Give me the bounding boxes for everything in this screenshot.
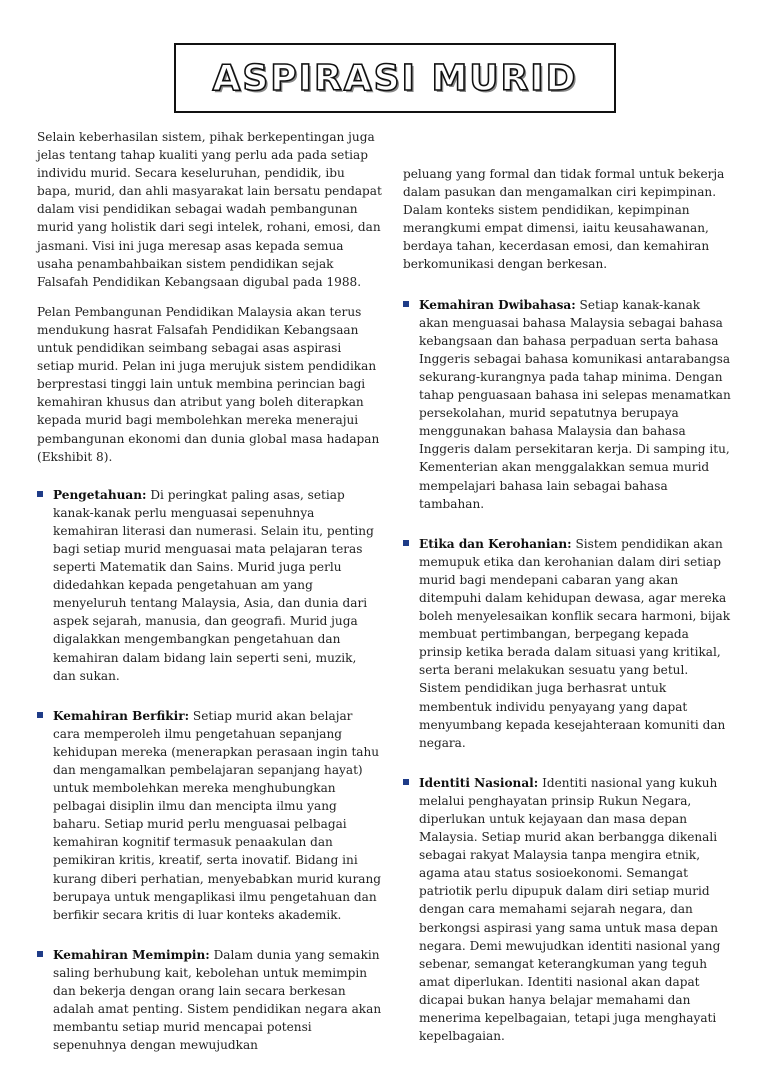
right-column: [403, 165, 733, 1067]
intro-paragraph: Selain keberhasilan sistem, pihak berkepentingan juga jelas tentang tahap kualiti yang perlu ada pada setiap individu murid. Secara keseluruhan, pendidik, ibu bapa, murid, dan ahli masyarakat lain bersatu pendapat dalam visi pendidikan sebagai wadah pembangunan murid yang holistik dari segi intelek, rohani, emosi, dan jasmani. Visi ini juga meresap asas kepada semua usaha penambahbaikan sistem pendidikan sejak Falsafah Pendidikan Kebangsaan digubal pada 1988.: [37, 130, 382, 289]
left-column: [37, 128, 382, 1076]
intro-paragraph: Pelan Pembangunan Pendidikan Malaysia akan terus mendukung hasrat Falsafah Pendidikan Kebangsaan untuk pendidikan seimbang sebagai asas aspirasi setiap murid. Pelan ini juga merujuk sistem pendidikan berprestasi tinggi lain untuk membina perincian bagi kemahiran khusus dan atribut yang boleh diterapkan kepada murid bagi membolehkan mereka menerajui pembangunan ekonomi dan dunia global masa hadapan (Ekshibit 8).: [37, 304, 380, 464]
item-text: Di peringkat paling asas, setiap kanak-kanak perlu menguasai sepenuhnya kemahiran literasi dan numerasi. Selain itu, penting bagi setiap murid menguasai mata pelajaran teras seperti Matematik dan Sains. Murid juga perlu didedahkan kepada pengetahuan am yang menyeluruh tentang Malaysia, Asia, dan dunia dari aspek sejarah, manusia, dan geografi. Murid juga digalakkan mengembangkan pengetahuan dan kemahiran dalam bidang lain seperti seni, muzik, dan sukan.: [53, 487, 374, 683]
list-item: [403, 296, 733, 513]
item-text: Dalam dunia yang semakin saling berhubung kait, kebolehan untuk memimpin dan bekerja dengan orang lain secara berkesan adalah amat penting. Sistem pendidikan negara akan membantu setiap murid mencapai potensi sepenuhnya dengan mewujudkan: [53, 947, 382, 1053]
item-term: Pengetahuan:: [53, 487, 147, 502]
item-text: Identiti nasional yang kukuh melalui penghayatan prinsip Rukun Negara, diperlukan untuk kejayaan dan masa depan Malaysia. Setiap murid akan berbangga dikenali sebagai rakyat Malaysia tanpa mengira etnik, agama atau status sosioekonomi. Semangat patriotik perlu dipupuk dalam diri setiap murid dengan cara memahami sejarah negara, dan berkongsi aspirasi yang sama untuk masa depan negara. Demi mewujudkan identiti nasional yang sebenar, semangat keterangkuman yang teguh amat diperlukan. Identiti nasional akan dapat dicapai bukan hanya belajar memahami dan menerima kepelbagaian, tetapi juga menghayati kepelbagaian.: [419, 775, 721, 1044]
list-item: [37, 946, 382, 1055]
continuation-paragraph: [403, 165, 733, 274]
list-item: [37, 486, 382, 685]
aspiration-list-left: [37, 486, 382, 1055]
item-term: Identiti Nasional:: [419, 775, 539, 790]
item-term: Kemahiran Dwibahasa:: [419, 297, 576, 312]
item-term: Kemahiran Berfikir:: [53, 708, 190, 723]
square-bullet-icon: [403, 779, 409, 785]
item-term: Kemahiran Memimpin:: [53, 947, 210, 962]
item-term: Etika dan Kerohanian:: [419, 536, 572, 551]
continuation-text: peluang yang formal dan tidak formal untuk bekerja dalam pasukan dan mengamalkan ciri kepimpinan. Dalam konteks sistem pendidikan, kepimpinan merangkumi empat dimensi, iaitu keusahawanan, berdaya tahan, kecerdasan emosi, dan kemahiran berkomunikasi dengan berkesan.: [403, 167, 725, 272]
page-title: ASPIRASI MURID: [212, 57, 578, 99]
square-bullet-icon: [37, 491, 43, 497]
item-text: Setiap kanak-kanak akan menguasai bahasa Malaysia sebagai bahasa kebangsaan dan bahasa perpaduan serta bahasa Inggeris sebagai bahasa komunikasi antarabangsa sekurang-kurangnya pada tahap minima. Dengan tahap penguasaan bahasa ini selepas menamatkan persekolahan, murid sepatutnya berupaya menggunakan bahasa Malaysia dan bahasa Inggeris dalam persekitaran kerja. Di samping itu, Kementerian akan menggalakkan semua murid mempelajari bahasa lain sebagai bahasa tambahan.: [419, 297, 731, 511]
item-text: Setiap murid akan belajar cara memperoleh ilmu pengetahuan sepanjang kehidupan mereka (menerapkan perasaan ingin tahu dan mengamalkan pembelajaran sepanjang hayat) untuk membolehkan mereka menghubungkan pelbagai disiplin ilmu dan mencipta ilmu yang baharu. Setiap murid perlu menguasai pelbagai kemahiran kognitif termasuk penaakulan dan pemikiran kritis, kreatif, serta inovatif. Bidang ini kurang diberi perhatian, menyebabkan murid kurang berupaya untuk mengaplikasi ilmu pengetahuan dan berfikir secara kritis di luar konteks akademik.: [53, 708, 381, 922]
aspiration-list-right: [403, 296, 733, 1046]
square-bullet-icon: [403, 540, 409, 546]
list-item: [403, 535, 733, 752]
square-bullet-icon: [37, 712, 43, 718]
item-text: Sistem pendidikan akan memupuk etika dan kerohanian dalam diri setiap murid bagi mendepani cabaran yang akan ditempuhi dalam kehidupan dewasa, agar mereka boleh menyelesaikan konflik secara harmoni, bijak membuat pertimbangan, berpegang kepada prinsip ketika berada dalam situasi yang kritikal, serta berani melakukan sesuatu yang betul. Sistem pendidikan juga berhasrat untuk membentuk individu penyayang yang dapat menyumbang kepada kesejahteraan komuniti dan negara.: [419, 536, 731, 750]
square-bullet-icon: [37, 951, 43, 957]
list-item: [37, 707, 382, 924]
title-box: [174, 43, 616, 113]
square-bullet-icon: [403, 301, 409, 307]
list-item: [403, 774, 733, 1045]
